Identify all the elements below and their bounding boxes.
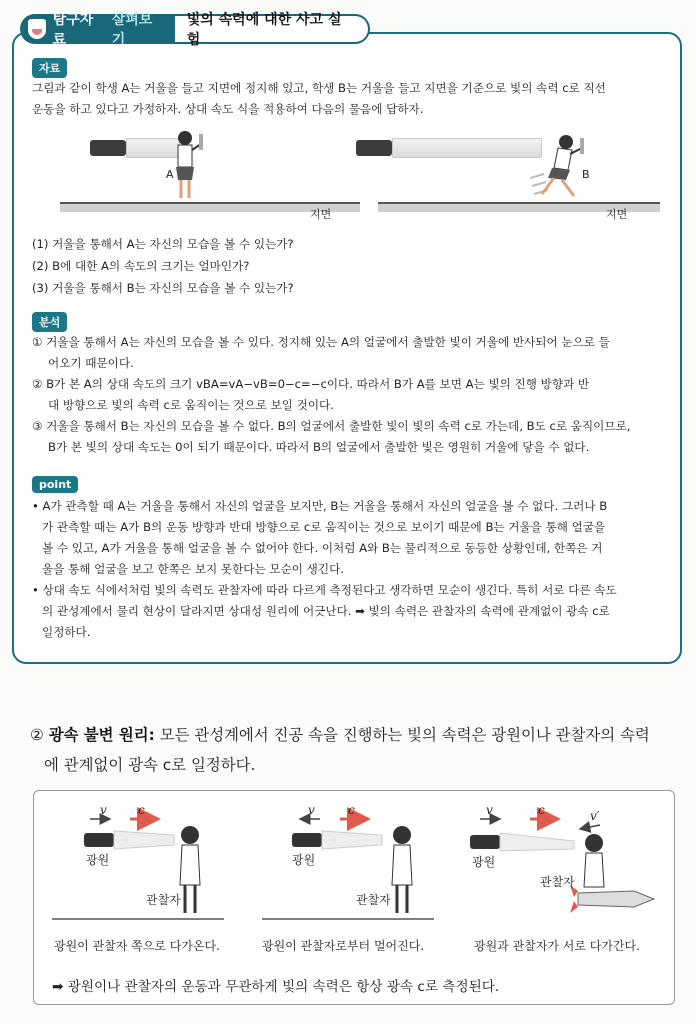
principle-line-1: [30, 720, 670, 750]
principle-text-2: 에 관계없이 광속 c로 일정하다.: [44, 756, 256, 774]
thought-experiment-figure: [60, 128, 660, 228]
material-line-1: 그림과 같이 학생 A는 거울을 들고 지면에 정지해 있고, 학생 B는 거울을 들고 지면을 기준으로 빛의 속력 c로 직선: [32, 81, 606, 95]
flashlight-right: [356, 140, 392, 156]
student-a-figure: [165, 128, 205, 204]
question-3: (3) 거울을 통해서 B는 자신의 모습을 볼 수 있는가?: [32, 281, 294, 295]
question-2: (2) B에 대한 A의 속도의 크기는 얼마인가?: [32, 259, 250, 273]
panel3-observer: 관찰자: [540, 875, 575, 889]
panel1-source: 광원: [86, 853, 110, 867]
panel1-c: c: [138, 803, 145, 817]
inquiry-title-bar: [20, 12, 370, 48]
panel2-caption: 광원이 관찰자로부터 멀어진다.: [262, 939, 425, 953]
analysis-line-2: 어오기 때문이다.: [48, 356, 134, 370]
point-line-6: 의 관성계에서 물리 현상이 달라지면 상대성 원리에 어긋난다. ➡ 빛의 속력은 관찰자의 속력에 관계없이 광속 c로: [42, 604, 610, 618]
tag-right: 살펴보기: [111, 12, 153, 48]
point-label: point: [32, 476, 78, 493]
student-b-figure: [530, 130, 590, 202]
analysis-line-6: B가 본 빛의 상대 속도는 0이 되기 때문이다. 따라서 B의 얼굴에서 출발한 빛은 영원히 거울에 닿을 수 없다.: [48, 440, 590, 454]
inquiry-tag: [20, 12, 175, 48]
point-line-1: • A가 관측할 때 A는 거울을 통해서 자신의 얼굴을 보지만, B는 거울을 통해서 자신의 얼굴을 볼 수 없다. 그러나 B: [32, 499, 608, 513]
label-b: B: [582, 168, 590, 181]
ground-label-left: 지면: [310, 208, 332, 221]
panel-1: [52, 819, 224, 919]
material-line-2: 운동을 하고 있다고 가정하자. 상대 속도 식을 적용하여 다음의 물음에 답하자.: [32, 102, 424, 116]
panel2-c: c: [348, 803, 355, 817]
panel3-c: c: [538, 803, 545, 817]
principle-number: ②: [30, 726, 44, 744]
analysis-line-4: 대 방향으로 빛의 속력 c로 움직이는 것으로 보일 것이다.: [48, 398, 334, 412]
panel-3: [470, 819, 654, 913]
material-text: [32, 78, 672, 120]
point-line-7: 일정하다.: [42, 625, 91, 639]
point-line-5: • 상대 속도 식에서처럼 빛의 속력도 관찰자에 따라 다르게 측정된다고 생각하면 모순이 생긴다. 특히 서로 다른 속도: [32, 583, 617, 597]
light-speed-diagram: [33, 790, 675, 1005]
analysis-line-5: ③ 거울을 통해서 B는 자신의 모습을 볼 수 없다. B의 얼굴에서 출발한 빛이 빛의 속력 c로 가는데, B도 c로 움직이므로,: [32, 419, 631, 433]
panel3-caption: 광원과 관찰자가 서로 다가간다.: [474, 939, 640, 953]
panel3-v-prime: v′: [590, 809, 600, 823]
panel3-source: 광원: [472, 855, 496, 869]
inquiry-title: 빛의 속력에 대한 사고 실험: [175, 14, 370, 44]
principle-term: 광속 불변 원리:: [48, 726, 155, 744]
tag-left: 탐구자료: [52, 12, 94, 48]
material-label: 자료: [32, 58, 67, 78]
label-a: A: [166, 168, 174, 181]
panel-2: [262, 819, 434, 919]
flashlight-left: [90, 140, 126, 156]
point-line-3: 볼 수 있고, A가 거울을 통해 얼굴을 볼 수 없어야 한다. 이처럼 A와 B는 물리적으로 동등한 상황인데, 한쪽은 거: [42, 541, 603, 555]
flask-icon: [28, 19, 46, 39]
panel1-observer: 관찰자: [146, 893, 181, 907]
ground-left: [60, 202, 360, 204]
panel3-v: v: [486, 803, 493, 817]
principle-text-1: 모든 관성계에서 진공 속을 진행하는 빛의 속력은 광원이나 관찰자의 속력: [159, 726, 650, 744]
ground-label-right: 지면: [606, 208, 628, 221]
point-line-2: 가 관측할 때는 A가 B의 운동 방향과 반대 방향으로 c로 움직이는 것으로 보이기 때문에 B는 거울을 통해 얼굴을: [42, 520, 606, 534]
diagram-conclusion: ➡ 광원이나 관찰자의 운동과 무관하게 빛의 속력은 항상 광속 c로 측정된다.: [52, 979, 500, 995]
principle-paragraph: [30, 720, 670, 780]
analysis-label: 분석: [32, 312, 67, 332]
ground-right: [378, 202, 660, 204]
panel2-v: v: [308, 803, 315, 817]
analysis-line-1: ① 거울을 통해서 A는 자신의 모습을 볼 수 있다. 정지해 있는 A의 얼굴에서 출발한 빛이 거울에 반사되어 눈으로 들: [32, 335, 610, 349]
panel2-observer: 관찰자: [356, 893, 391, 907]
panel1-v: v: [100, 803, 107, 817]
light-beam-right: [392, 138, 542, 158]
point-text: [32, 496, 672, 643]
question-1: (1) 거울을 통해서 A는 자신의 모습을 볼 수 있는가?: [32, 237, 294, 251]
analysis-text: [32, 332, 672, 458]
point-line-4: 울을 통해 얼굴을 보고 한쪽은 보지 못한다는 모순이 생긴다.: [42, 562, 344, 576]
panel2-source: 광원: [292, 853, 316, 867]
panel1-caption: 광원이 관찰자 쪽으로 다가온다.: [54, 939, 220, 953]
analysis-line-3: ② B가 본 A의 상대 속도의 크기 vBA=vA−vB=0−c=−c이다. 따라서 B가 A를 보면 A는 빛의 진행 방향과 반: [32, 377, 590, 391]
